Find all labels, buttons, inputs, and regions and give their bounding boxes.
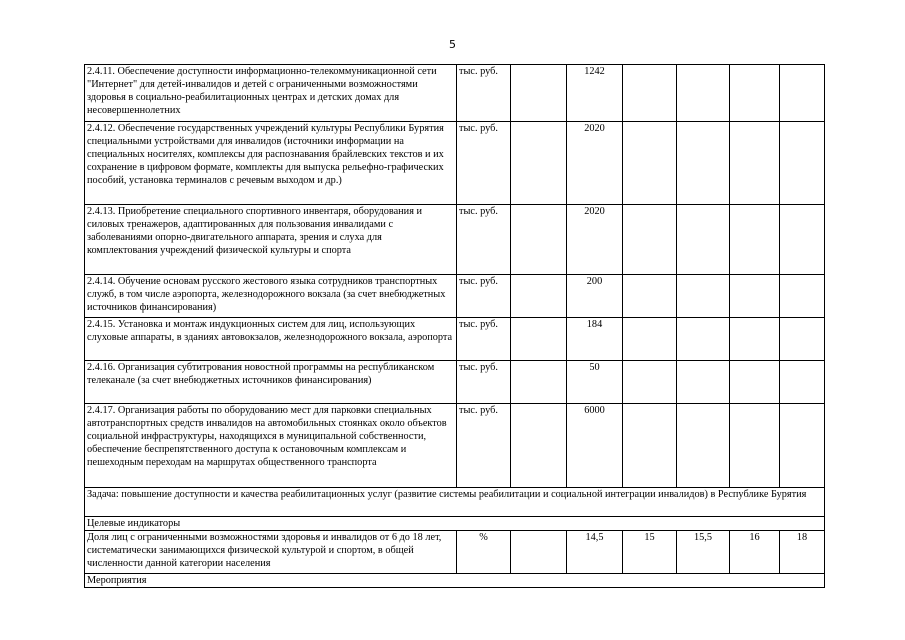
empty-cell	[511, 361, 567, 404]
empty-cell	[511, 122, 567, 205]
activity-description: 2.4.16. Организация субтитрования новостной программы на республиканском телеканале (за счет внебюджетных источников финансирования)	[85, 361, 457, 404]
empty-cell	[623, 361, 677, 404]
unit-cell: тыс. руб.	[457, 205, 511, 275]
indicator-description: Доля лиц с ограниченными возможностями здоровья и инвалидов от 6 до 18 лет, систематически занимающихся физической культурой и спортом, в общей численности данной категории населения	[85, 531, 457, 574]
empty-cell	[780, 404, 825, 488]
empty-cell	[780, 275, 825, 318]
value-cell: 6000	[567, 404, 623, 488]
empty-cell	[677, 404, 730, 488]
empty-cell	[677, 65, 730, 122]
empty-cell	[623, 65, 677, 122]
unit-cell: тыс. руб.	[457, 404, 511, 488]
activity-description: 2.4.11. Обеспечение доступности информационно-телекоммуникационной сети "Интернет" для детей-инвалидов и детей с ограниченными возможностями здоровья в социально-реабилитационных центрах и детских домах для несовершеннолетних	[85, 65, 457, 122]
empty-cell	[511, 275, 567, 318]
empty-cell	[511, 531, 567, 574]
table-row-2-4-14	[85, 275, 825, 318]
empty-cell	[677, 361, 730, 404]
value-cell: 200	[567, 275, 623, 318]
empty-cell	[511, 318, 567, 361]
activities-header: Мероприятия	[85, 574, 825, 588]
unit-cell: тыс. руб.	[457, 361, 511, 404]
activities-header-row	[85, 574, 825, 588]
unit-cell: тыс. руб.	[457, 318, 511, 361]
indicator-row	[85, 531, 825, 574]
empty-cell	[730, 275, 780, 318]
value-cell: 1242	[567, 65, 623, 122]
empty-cell	[623, 318, 677, 361]
value-cell: 14,5	[567, 531, 623, 574]
table-row-2-4-11	[85, 65, 825, 122]
empty-cell	[511, 65, 567, 122]
empty-cell	[730, 205, 780, 275]
table-row-2-4-15	[85, 318, 825, 361]
empty-cell	[677, 318, 730, 361]
value-cell: 50	[567, 361, 623, 404]
empty-cell	[623, 275, 677, 318]
empty-cell	[623, 205, 677, 275]
empty-cell	[677, 122, 730, 205]
value-cell: 15	[623, 531, 677, 574]
empty-cell	[677, 205, 730, 275]
empty-cell	[780, 122, 825, 205]
empty-cell	[780, 65, 825, 122]
activity-description: 2.4.13. Приобретение специального спортивного инвентаря, оборудования и силовых тренажеров, адаптированных для пользования инвалидами с заболеваниями опорно-двигательного аппарата, зрения и слуха для комплектования учреждений физической культуры и спорта	[85, 205, 457, 275]
task-row	[85, 488, 825, 517]
table-row-2-4-13	[85, 205, 825, 275]
table-row-2-4-12	[85, 122, 825, 205]
activity-description: 2.4.12. Обеспечение государственных учреждений культуры Республики Бурятия специальными устройствами для инвалидов (источники информации на специальных носителях, комплексы для распознавания брайлевских текстов и их сохранение в цифровом формате, комплекты для выпуска рельефно-графических пособий, установка терминалов с речевым выходом и др.)	[85, 122, 457, 205]
unit-cell: тыс. руб.	[457, 122, 511, 205]
task-text: Задача: повышение доступности и качества реабилитационных услуг (развитие системы реабилитации и социальной интеграции инвалидов) в Республике Бурятия	[85, 488, 825, 517]
value-cell: 18	[780, 531, 825, 574]
empty-cell	[730, 361, 780, 404]
value-cell: 184	[567, 318, 623, 361]
empty-cell	[511, 404, 567, 488]
empty-cell	[730, 318, 780, 361]
activity-description: 2.4.15. Установка и монтаж индукционных систем для лиц, использующих слуховые аппараты, в зданиях автовокзалов, железнодорожного вокзала, аэропорта	[85, 318, 457, 361]
activity-description: 2.4.14. Обучение основам русского жестового языка сотрудников транспортных служб, в том числе аэропорта, железнодорожного вокзала (за счет внебюджетных источников финансирования)	[85, 275, 457, 318]
empty-cell	[780, 205, 825, 275]
empty-cell	[730, 404, 780, 488]
empty-cell	[730, 65, 780, 122]
indicators-header: Целевые индикаторы	[85, 517, 825, 531]
unit-cell: тыс. руб.	[457, 65, 511, 122]
empty-cell	[780, 318, 825, 361]
value-cell: 15,5	[677, 531, 730, 574]
table-row-2-4-17	[85, 404, 825, 488]
unit-cell: %	[457, 531, 511, 574]
empty-cell	[780, 361, 825, 404]
empty-cell	[623, 404, 677, 488]
empty-cell	[730, 122, 780, 205]
table-row-2-4-16	[85, 361, 825, 404]
value-cell: 2020	[567, 122, 623, 205]
empty-cell	[677, 275, 730, 318]
empty-cell	[511, 205, 567, 275]
activity-description: 2.4.17. Организация работы по оборудованию мест для парковки специальных автотранспортных средств инвалидов на автомобильных стоянках около объектов социальной инфраструктуры, находящихся в муниципальной собственности, обеспечение беспрепятственного доступа к остановочным комплексам и пешеходным переходам на маршрутах общественного транспорта	[85, 404, 457, 488]
indicators-header-row	[85, 517, 825, 531]
empty-cell	[623, 122, 677, 205]
program-table	[84, 64, 825, 588]
page-number: 5	[449, 38, 456, 51]
unit-cell: тыс. руб.	[457, 275, 511, 318]
value-cell: 16	[730, 531, 780, 574]
value-cell: 2020	[567, 205, 623, 275]
